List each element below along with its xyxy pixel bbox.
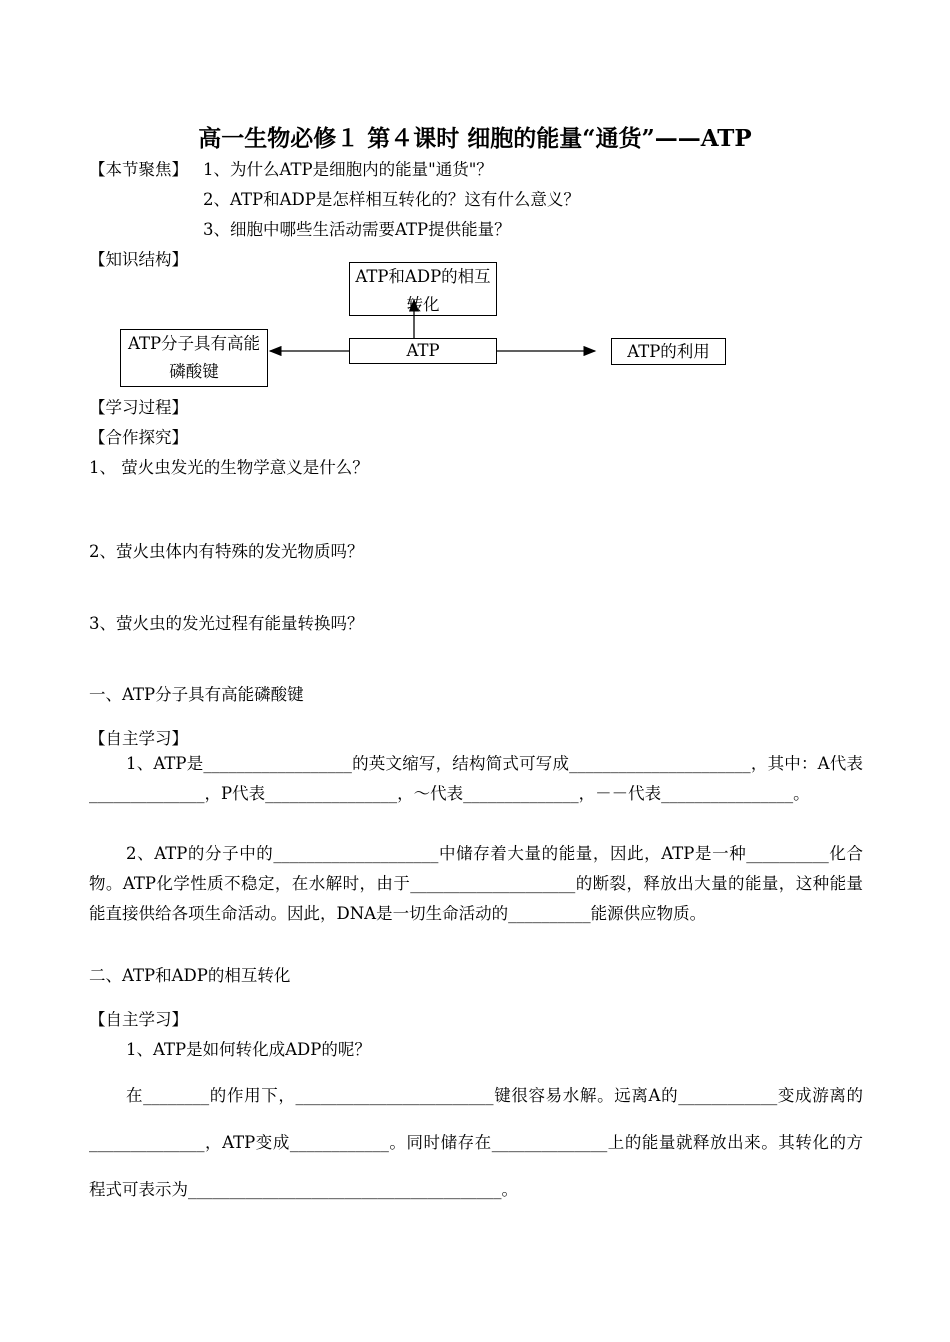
focus-question-1: 1、为什么ATP是细胞内的能量"通货"？ (203, 160, 493, 179)
coop-question-2: 2、萤火虫体内有特殊的发光物质吗？ (89, 542, 364, 561)
section2-self-study-label: 【自主学习】 (89, 1010, 188, 1029)
focus-label: 【本节聚焦】 (89, 160, 188, 179)
box-atp-text: ATP (406, 341, 440, 360)
coop-question-1: 1、 萤火虫发光的生物学意义是什么？ (89, 458, 369, 477)
focus-question-3: 3、细胞中哪些生活动需要ATP提供能量？ (203, 220, 511, 239)
section2-heading: 二、ATP和ADP的相互转化 (89, 966, 291, 985)
section1-paragraph-1: 1、ATP是__________________的英文缩写，结构简式可写成______________________，其中：A代表______________，P代表________________，～代表______________，－－代表________________。 (89, 754, 863, 803)
section1-paragraph-2: 2、ATP的分子中的____________________中储存着大量的能量，因此，ATP是一种__________化合物。ATP化学性质不稳定，在水解时，由于____________________的断裂，释放出大量的能量，这种能量能直接供给各项生命活动。因此，DNA是一切生命活动的__________能源供应物质。 (89, 844, 863, 923)
section2-question-1: 1、ATP是如何转化成ADP的呢？ (126, 1040, 371, 1059)
box-high-energy-bond (120, 329, 268, 387)
box-high-energy-bond-text: ATP分子具有高能磷酸键 (127, 334, 261, 381)
box-atp-use (611, 338, 726, 365)
coop-label: 【合作探究】 (89, 428, 188, 447)
box-atp (349, 338, 497, 364)
coop-question-3: 3、萤火虫的发光过程有能量转换吗？ (89, 614, 364, 633)
box-atp-use-text: ATP的利用 (627, 342, 710, 361)
focus-question-2: 2、ATP和ADP是怎样相互转化的？这有什么意义？ (203, 190, 580, 209)
section1-heading: 一、ATP分子具有高能磷酸键 (89, 685, 304, 704)
section2-paragraph-1: 在________的作用下，________________________键很容易水解。远离A的____________变成游离的______________，ATP变成____________。同时储存在______________上的能量就释放出来。其转化的方程式可表示为______________________________________。 (89, 1086, 863, 1199)
box-atp-adp-conversion (349, 262, 497, 316)
box-atp-adp-conversion-text: ATP和ADP的相互转化 (355, 267, 491, 314)
process-label: 【学习过程】 (89, 398, 188, 417)
page-title: 高一生物必修１ 第４课时 细胞的能量“通货”——ATP (198, 125, 752, 152)
section1-self-study-label: 【自主学习】 (89, 729, 188, 748)
structure-label: 【知识结构】 (89, 250, 188, 269)
